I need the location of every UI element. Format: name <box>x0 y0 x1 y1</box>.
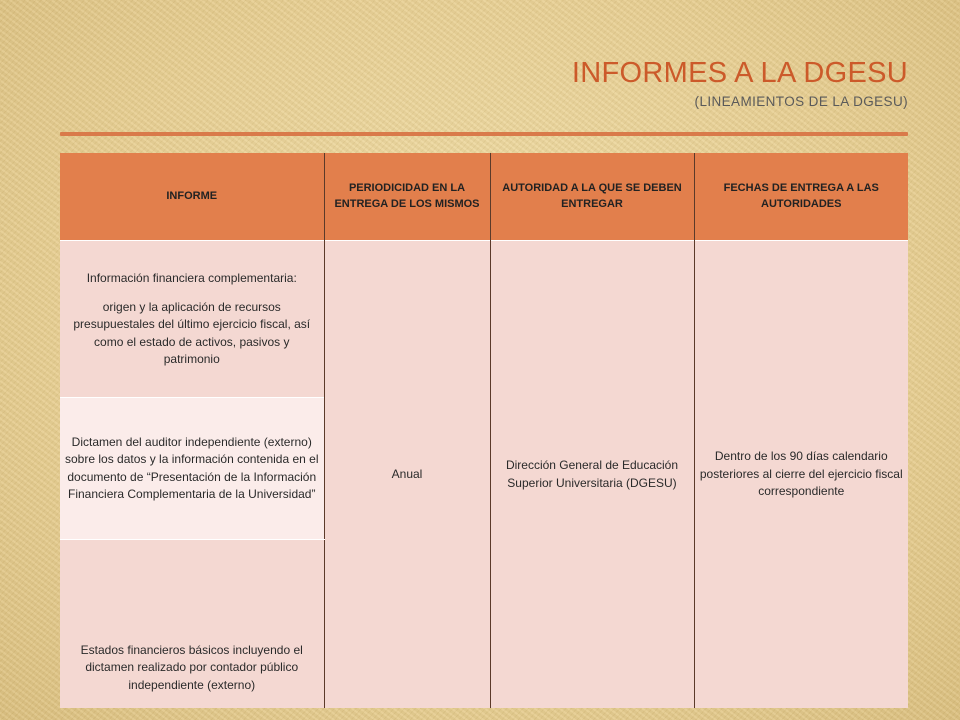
informe-cell: Estados financieros básicos incluyendo el dictamen realizado por contador público independiente (externo) <box>60 540 324 709</box>
reports-table <box>60 153 908 708</box>
informe-cell <box>60 241 324 398</box>
title-divider <box>60 132 908 136</box>
slide-title: INFORMES A LA DGESU <box>571 57 908 89</box>
title-block <box>572 58 908 109</box>
slide-subtitle: (LINEAMIENTOS DE LA DGESU) <box>694 93 908 109</box>
fechas-cell: Dentro de los 90 días calendario posteriores al cierre del ejercicio fiscal correspondiente <box>694 241 908 709</box>
table-row <box>60 241 908 398</box>
informe-detail: origen y la aplicación de recursos presupuestales del último ejercicio fiscal, así como el estado de activos, pasivos y patrimonio <box>73 299 311 367</box>
header-periodicidad: PERIODICIDAD EN LA ENTREGA DE LOS MISMOS <box>324 153 490 241</box>
header-row <box>60 153 908 241</box>
informe-cell: Dictamen del auditor independiente (externo) sobre los datos y la información contenida en el documento de “Presentación de la Información Financiera Complementaria de la Universidad” <box>60 398 324 540</box>
header-fechas: FECHAS DE ENTREGA A LAS AUTORIDADES <box>694 153 908 241</box>
informe-heading: Información financiera complementaria: <box>86 270 297 285</box>
header-autoridad: AUTORIDAD A LA QUE SE DEBEN ENTREGAR <box>490 153 694 241</box>
autoridad-cell: Dirección General de Educación Superior Universitaria (DGESU) <box>490 241 694 709</box>
header-informe: INFORME <box>60 153 324 241</box>
periodicidad-cell: Anual <box>324 241 490 709</box>
